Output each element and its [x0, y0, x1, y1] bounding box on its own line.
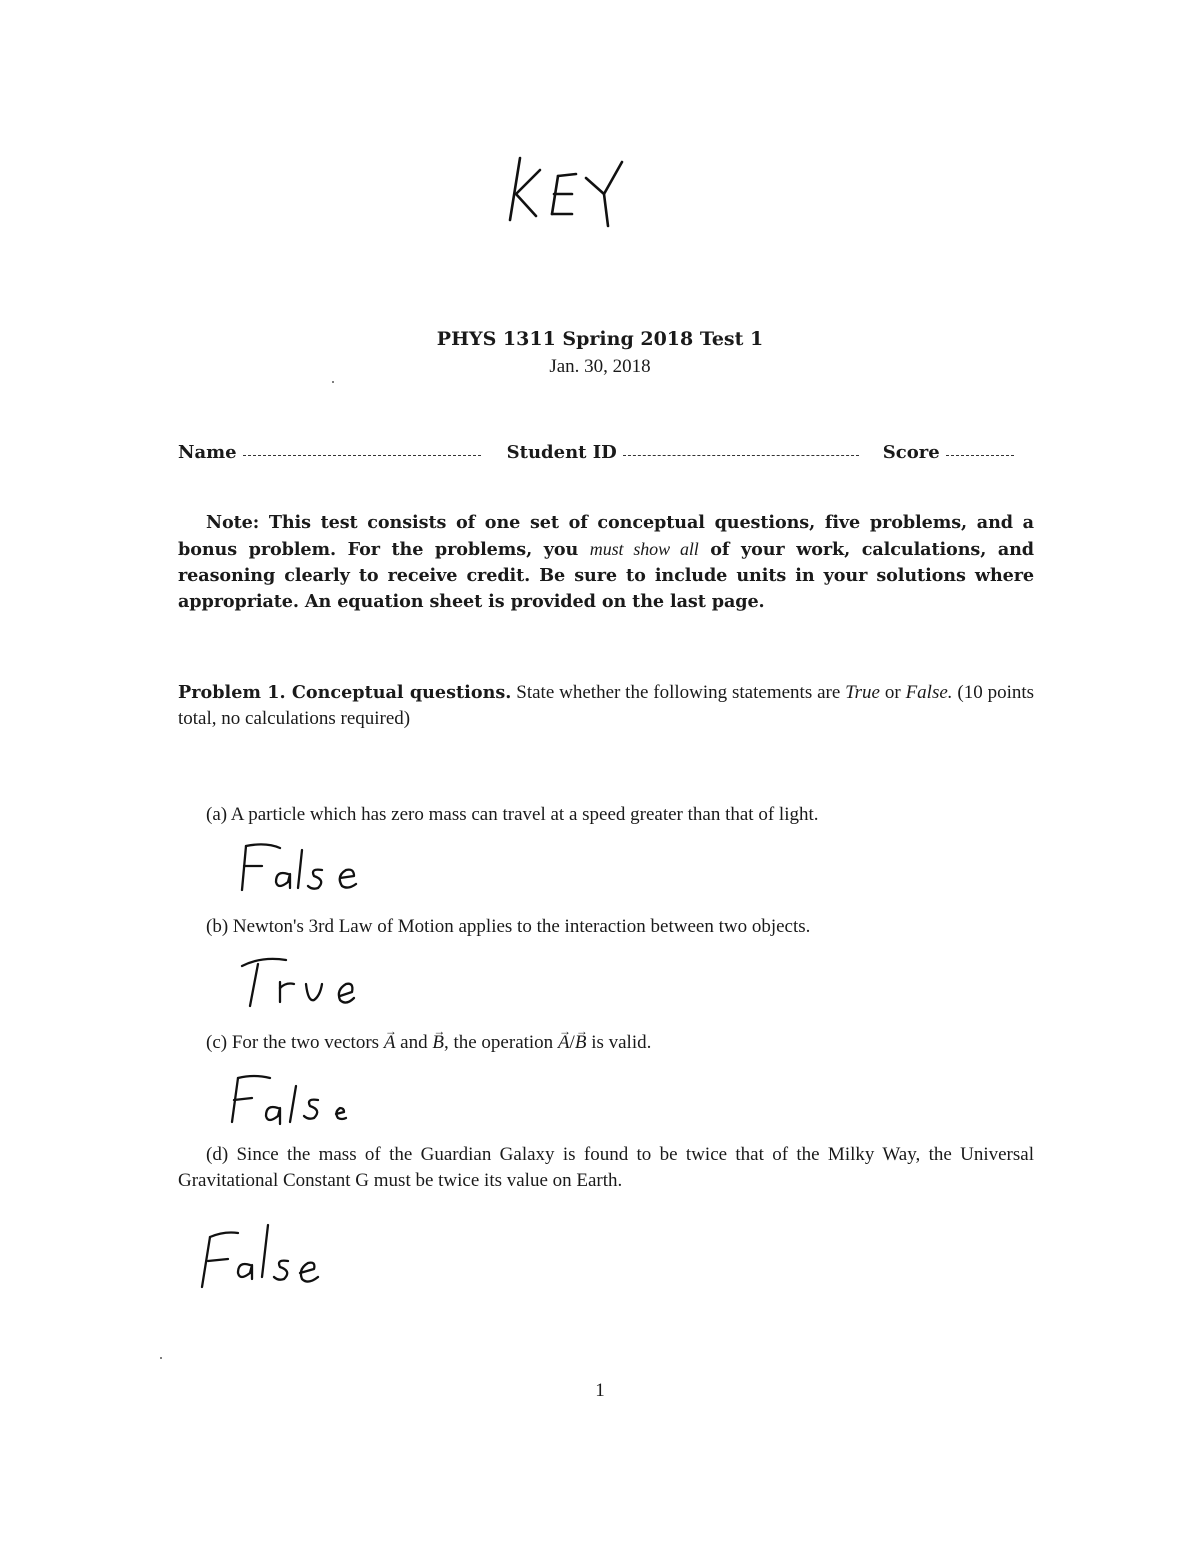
question-b: (b) Newton's 3rd Law of Motion applies to the interaction between two objects. [206, 916, 811, 937]
answer-b-drawing [236, 952, 376, 1012]
score-label: Score [882, 442, 940, 463]
answer-a-handwritten [236, 838, 376, 898]
name-label: Name [178, 442, 237, 463]
student-id-field[interactable] [507, 442, 859, 463]
note-emphasis: must show all [589, 539, 699, 559]
question-a: (a) A particle which has zero mass can travel at a speed greater than that of light. [206, 804, 819, 825]
answer-a-drawing [236, 838, 376, 898]
note-text-start: Note: This test consists of one set of conceptual questions, five problems, and a bonus problem. For the problems, you [178, 512, 1034, 560]
name-field[interactable] [178, 442, 481, 463]
answer-d-drawing [198, 1215, 338, 1295]
question-d: (d) Since the mass of the Guardian Galaxy is found to be twice that of the Milky Way, the Universal Gravitational Constant G must be twice its value on Earth. [178, 1144, 1034, 1191]
question-c-slash: / [569, 1032, 575, 1053]
problem-1-heading: Problem 1. Conceptual questions. [178, 682, 512, 703]
problem-1-intro [178, 680, 1034, 732]
note-text-end: of your work, calculations, and reasoning clearly to receive credit. Be sure to include units in your solutions where appropriate. An equation sheet is provided on the last page. [178, 539, 1035, 612]
problem-1-true-word: True [845, 682, 880, 703]
answer-c-drawing [224, 1070, 364, 1130]
student-id-blank-line [623, 454, 859, 456]
name-blank-line [243, 454, 481, 456]
question-c-prefix: (c) For the two vectors [206, 1032, 380, 1053]
vector-a-symbol-2: → A [558, 1030, 570, 1056]
scan-speck [160, 1357, 162, 1359]
answer-c-handwritten [224, 1070, 364, 1130]
student-info-fields [178, 442, 1032, 463]
question-c [206, 1030, 651, 1056]
vector-b-symbol-2: → B [575, 1030, 587, 1056]
scan-speck [332, 381, 334, 383]
question-c-suffix: is valid. [591, 1032, 652, 1053]
handwritten-key-drawing [500, 148, 640, 238]
answer-d-handwritten [198, 1215, 338, 1295]
answer-b-handwritten [236, 952, 376, 1012]
student-id-label: Student ID [506, 442, 617, 463]
problem-1-or: or [884, 682, 901, 703]
instructions-note [178, 510, 1034, 615]
score-blank-line [946, 454, 1014, 456]
vector-a-symbol: → A [384, 1030, 396, 1056]
handwritten-key [500, 148, 640, 238]
page-number: 1 [595, 1380, 605, 1401]
problem-1-points: (10 points total, no calculations required) [178, 682, 1035, 729]
question-c-mid: , the operation [443, 1032, 554, 1053]
problem-1-false-word: False. [905, 682, 953, 703]
score-field[interactable] [883, 442, 1014, 463]
test-date: Jan. 30, 2018 [549, 356, 651, 377]
problem-1-text: State whether the following statements are [516, 682, 841, 703]
vector-b-symbol: → B [432, 1030, 444, 1056]
question-c-and: and [400, 1032, 428, 1053]
test-title: PHYS 1311 Spring 2018 Test 1 [436, 328, 764, 350]
